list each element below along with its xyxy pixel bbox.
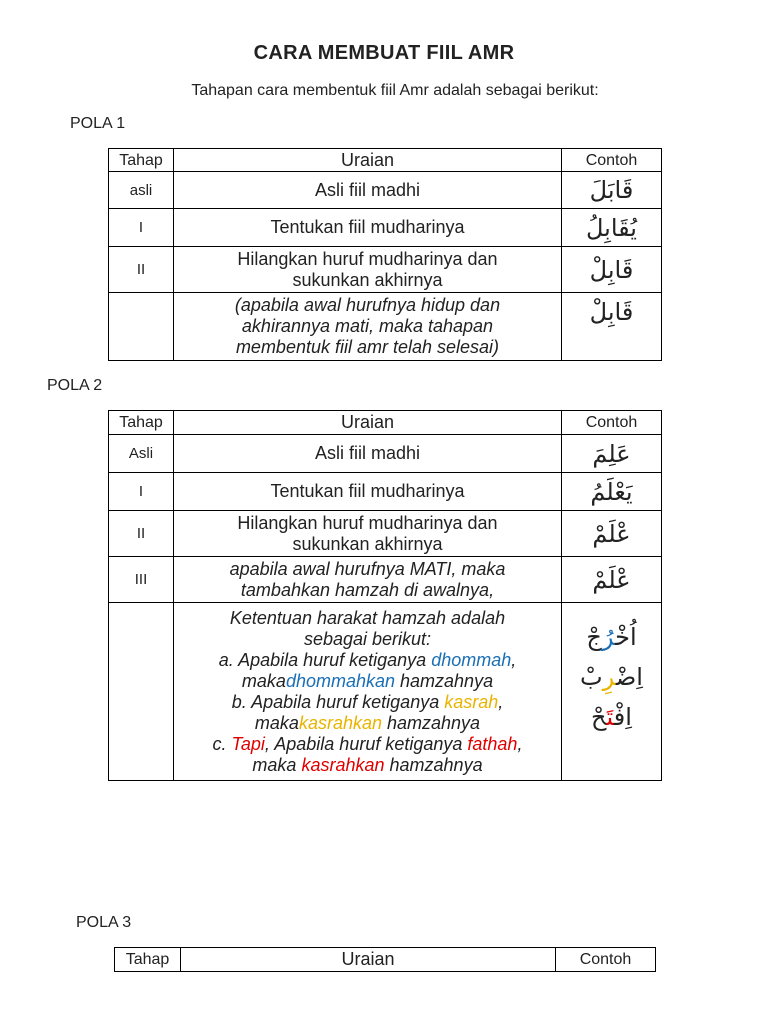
pola2-header-tahap: Tahap xyxy=(109,411,174,435)
pola2-rule-cell xyxy=(174,603,562,781)
rule-a2: makadhommahkan hamzahnya xyxy=(241,670,494,691)
pola1-row3-tahap: II xyxy=(109,247,174,293)
pola1-row2-uraian: Tentukan fiil mudharinya xyxy=(174,209,562,247)
pola2-row3-uraian: Hilangkan huruf mudharinya dan sukunkan akhirnya xyxy=(174,511,562,557)
pola2-row2-contoh: يَعْلَمُ xyxy=(562,473,662,511)
pola2-row1-tahap: Asli xyxy=(109,435,174,473)
pola2-row2-tahap: I xyxy=(109,473,174,511)
pola1-row1-uraian: Asli fiil madhi xyxy=(174,172,562,209)
pola1-row4-contoh: قَابِلْ xyxy=(562,293,662,361)
pola2-row5-tahap xyxy=(109,603,174,781)
example-iftah: اِفْتَحْ xyxy=(591,703,632,731)
pola1-row4-tahap xyxy=(109,293,174,361)
pola2-table xyxy=(108,410,662,781)
rule-b2-keyword: kasrahkan xyxy=(298,712,382,733)
example-idhrib: اِضْرِبْ xyxy=(580,663,643,691)
pola1-header-uraian: Uraian xyxy=(174,149,562,172)
pola1-row4-uraian: (apabila awal hurufnya hidup dan akhirannya mati, maka tahapan membentuk fiil amr telah selesai) xyxy=(174,293,562,361)
rule-c2-keyword: kasrahkan xyxy=(301,754,385,775)
pola1-row2-contoh: يُقَابِلُ xyxy=(562,209,662,247)
pola1-header-contoh: Contoh xyxy=(562,149,662,172)
rule-intro: Ketentuan harakat hamzah adalah sebagai berikut: xyxy=(229,607,506,649)
pola2-row4-uraian: apabila awal hurufnya MATI, maka tambahkan hamzah di awalnya, xyxy=(174,557,562,603)
rule-c2: maka kasrahkan hamzahnya xyxy=(252,754,483,775)
rule-c-tapi: Tapi xyxy=(231,733,265,754)
pola2-row4-tahap: III xyxy=(109,557,174,603)
pola1-row3-contoh: قَابِلْ xyxy=(562,247,662,293)
rule-c-keyword: fathah xyxy=(467,733,518,754)
pola1-table xyxy=(108,148,662,361)
rule-b: b. Apabila huruf ketiganya kasrah, xyxy=(231,691,504,712)
pola2-label: POLA 2 xyxy=(47,377,103,394)
pola1-header-tahap: Tahap xyxy=(109,149,174,172)
rule-b2: makakasrahkan hamzahnya xyxy=(254,712,481,733)
pola3-label: POLA 3 xyxy=(76,914,132,931)
pola2-row1-contoh: عَلِمَ xyxy=(562,435,662,473)
pola2-header-uraian: Uraian xyxy=(174,411,562,435)
example-ukhruj: اُخْرُجْ xyxy=(586,623,637,651)
rule-c: c. Tapi, Apabila huruf ketiganya fathah, xyxy=(212,733,523,754)
pola2-row3-contoh: عْلَمْ xyxy=(562,511,662,557)
pola1-label: POLA 1 xyxy=(70,115,126,132)
pola3-header-uraian: Uraian xyxy=(181,948,556,972)
pola2-row3-tahap: II xyxy=(109,511,174,557)
rule-b-keyword: kasrah xyxy=(444,691,499,712)
pola2-row1-uraian: Asli fiil madhi xyxy=(174,435,562,473)
rule-a-keyword: dhommah xyxy=(431,649,512,670)
page-title: CARA MEMBUAT FIIL AMR xyxy=(253,42,515,64)
pola2-rule-examples xyxy=(562,603,662,781)
pola1-row2-tahap: I xyxy=(109,209,174,247)
rule-a2-keyword: dhommahkan xyxy=(285,670,396,691)
page-subtitle: Tahapan cara membentuk fiil Amr adalah sebagai berikut: xyxy=(191,82,599,99)
pola3-table xyxy=(114,947,656,972)
pola1-row3-uraian: Hilangkan huruf mudharinya dan sukunkan akhirnya xyxy=(174,247,562,293)
pola1-row1-tahap: asli xyxy=(109,172,174,209)
pola2-row4-contoh: عْلَمْ xyxy=(562,557,662,603)
pola2-header-contoh: Contoh xyxy=(562,411,662,435)
pola2-row2-uraian: Tentukan fiil mudharinya xyxy=(174,473,562,511)
pola1-row1-contoh: قَابَلَ xyxy=(562,172,662,209)
rule-a: a. Apabila huruf ketiganya dhommah, xyxy=(218,649,517,670)
pola3-header-contoh: Contoh xyxy=(556,948,656,972)
pola3-header-tahap: Tahap xyxy=(115,948,181,972)
